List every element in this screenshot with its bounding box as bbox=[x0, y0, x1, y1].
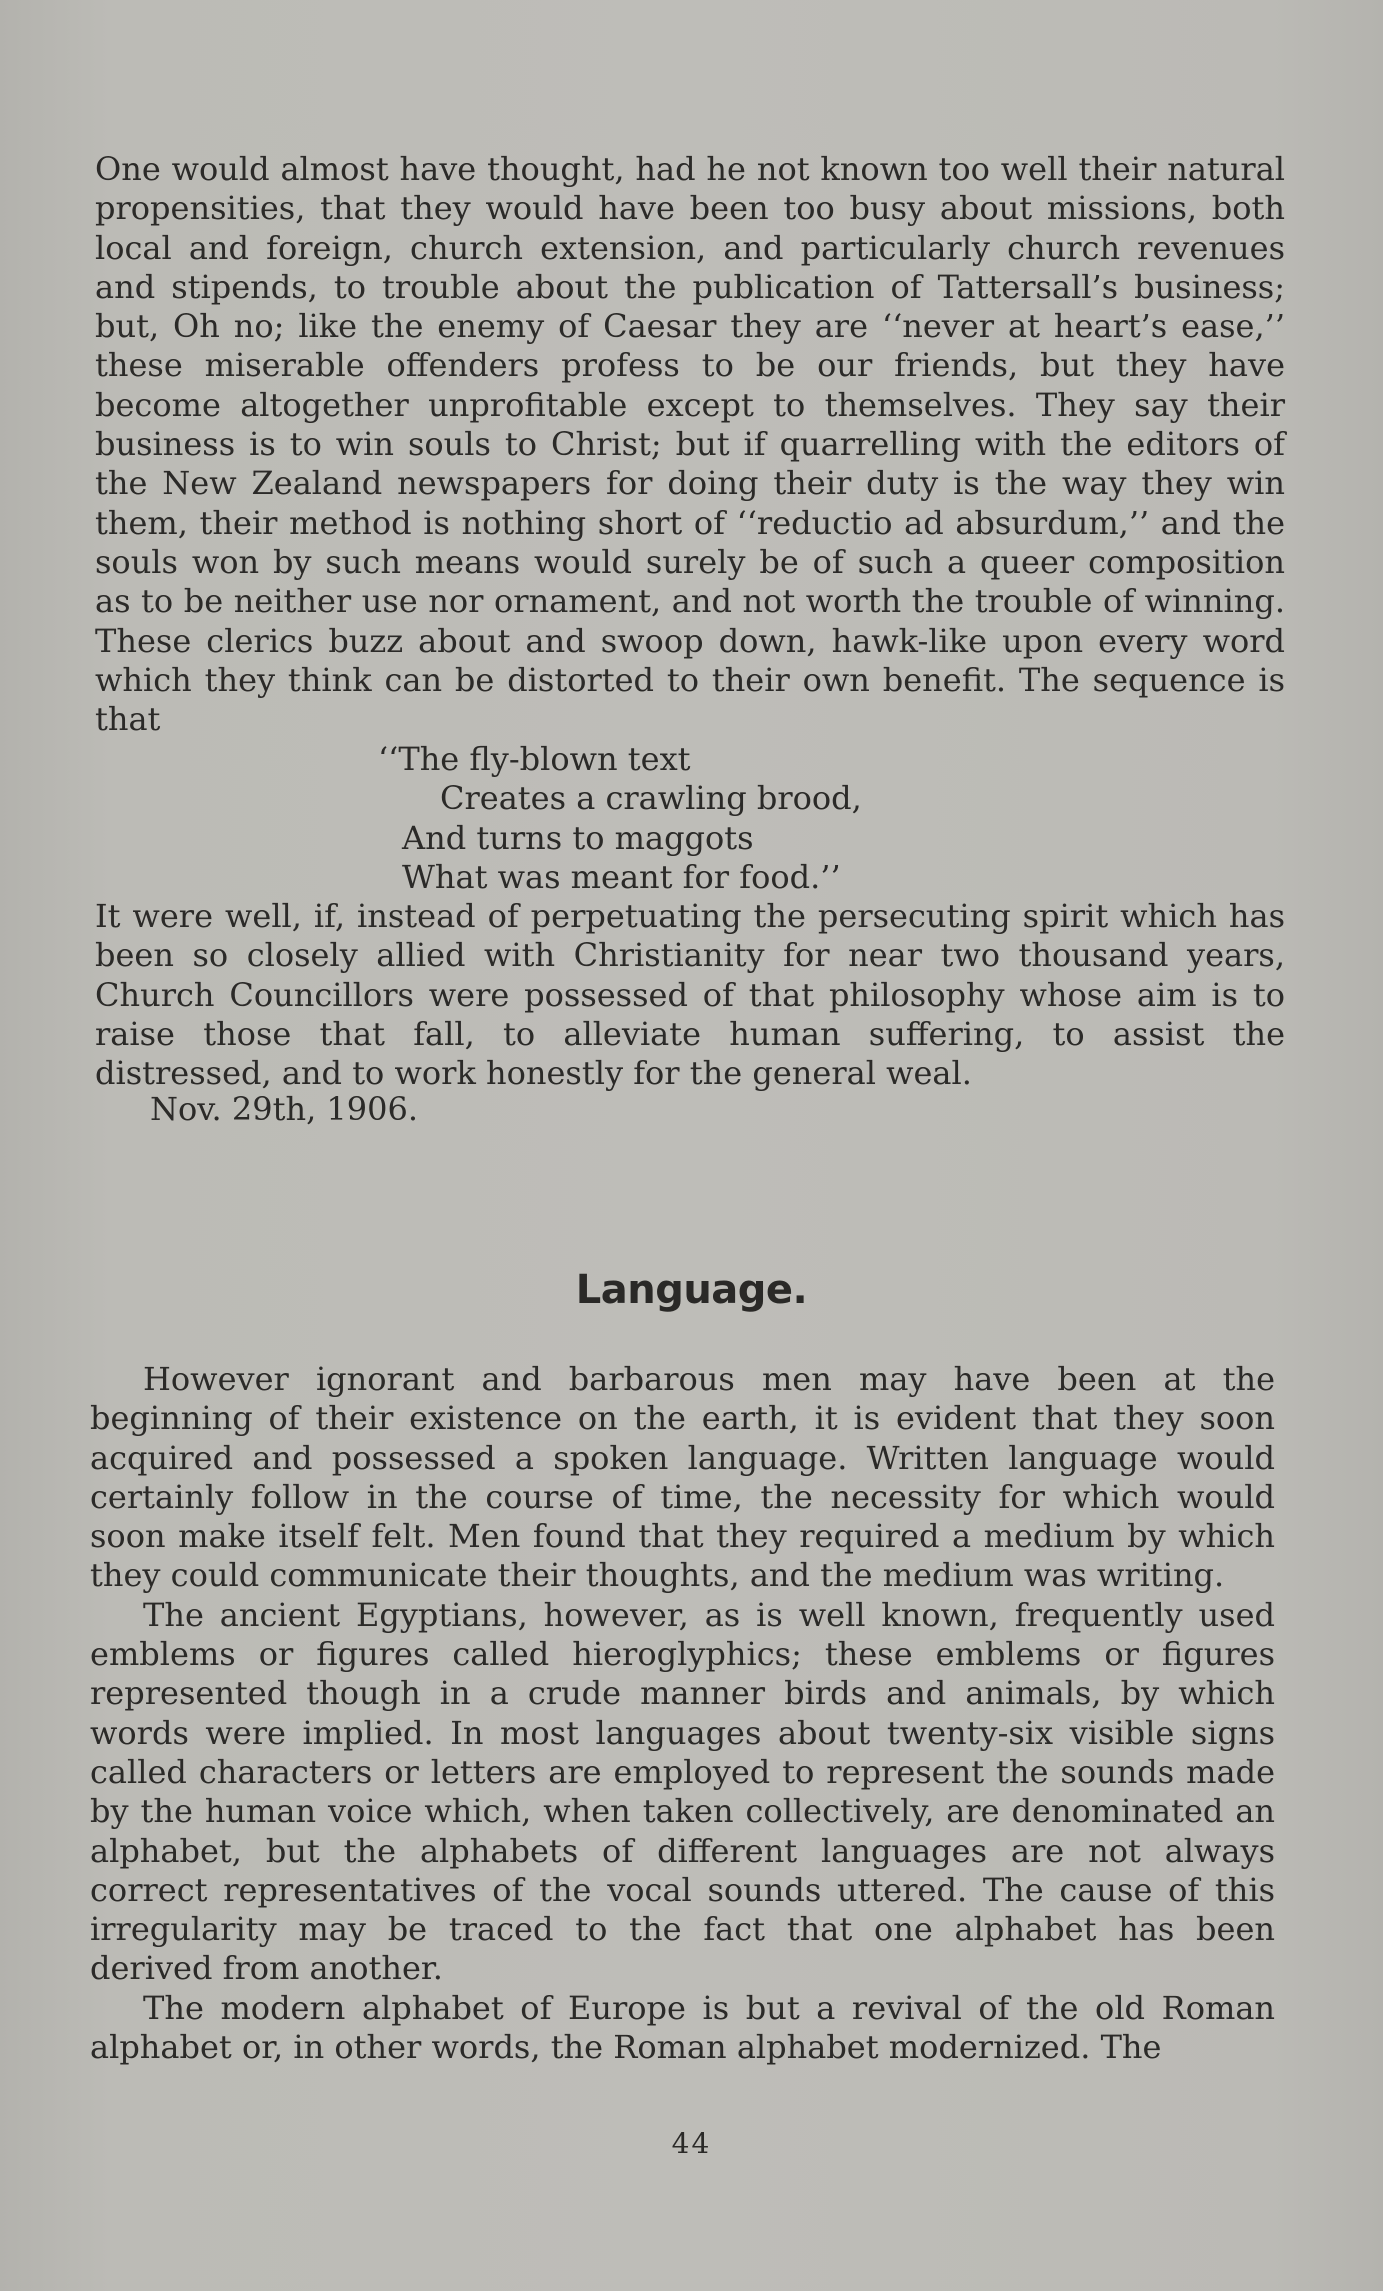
paragraph-text: The ancient Egyptians, however, as is well known, frequently used emblems or figures called hieroglyphics; these emblems or figures represented though in a crude manner birds and animals, by which words were implied. In most languages about twenty-six visible signs called characters or letters are employed to represent the sounds made by the human voice which, when taken collectively, are denominated an alphabet, but the alphabets of different languages are not always correct representatives of the vocal sounds uttered. The cause of this irregularity may be traced to the fact that one alphabet has been derived from another. bbox=[90, 1595, 1275, 1988]
opening-paragraph bbox=[95, 150, 1285, 739]
paragraph-text: One would almost have thought, had he not known too well their natural propensities, that they would have been too busy about missions, both local and foreign, church extension, and particularly church revenues and stipends, to trouble about the publication of Tattersall’s business; but, Oh no; like the enemy of Caesar they are ‘‘never at heart’s ease,’’ these miserable offenders profess to be our friends, but they have become altogether unprofitable except to themselves. They say their business is to win souls to Christ; but if quarrelling with the editors of the New Zealand newspapers for doing their duty is the way they win them, their method is nothing short of ‘‘reductio ad absurdum,’’ and the souls won by such means would surely be of such a queer composition as to be neither use nor ornament, and not worth the trouble of winning. These clerics buzz about and swoop down, hawk-like upon every word which they think can be distorted to their own benefit. The sequence is that bbox=[95, 150, 1285, 739]
dateline: Nov. 29th, 1906. bbox=[150, 1090, 419, 1128]
page-number: 44 bbox=[671, 2127, 712, 2160]
paragraph-text: However ignorant and barbarous men may have been at the beginning of their existence on the earth, it is evident that they soon acquired and possessed a spoken language. Written language would certainly follow in the course of time, the necessity for which would soon make itself felt. Men found that they required a medium by which they could communicate their thoughts, and the medium was writing. bbox=[90, 1360, 1275, 1595]
verse-line: ‘‘The fly-blown text bbox=[378, 740, 691, 778]
quoted-verse bbox=[378, 740, 862, 897]
closing-paragraph bbox=[95, 897, 1285, 1093]
paragraph-text: The modern alphabet of Europe is but a revival of the old Roman alphabet or, in other words, the Roman alphabet modernized. The bbox=[90, 1988, 1275, 2067]
language-section-body bbox=[90, 1360, 1275, 2067]
section-heading: Language. bbox=[575, 1267, 808, 1313]
verse-line: What was meant for food.’’ bbox=[402, 857, 841, 896]
verse-line: Creates a crawling brood, bbox=[440, 779, 862, 818]
verse-line: And turns to maggots bbox=[402, 818, 754, 857]
paragraph-text: It were well, if, instead of perpetuating the persecuting spirit which has been so closely allied with Christianity for near two thousand years, Church Councillors were possessed of that philosophy whose aim is to raise those that fall, to alleviate human suffering, to assist the distressed, and to work honestly for the general weal. bbox=[95, 897, 1285, 1093]
